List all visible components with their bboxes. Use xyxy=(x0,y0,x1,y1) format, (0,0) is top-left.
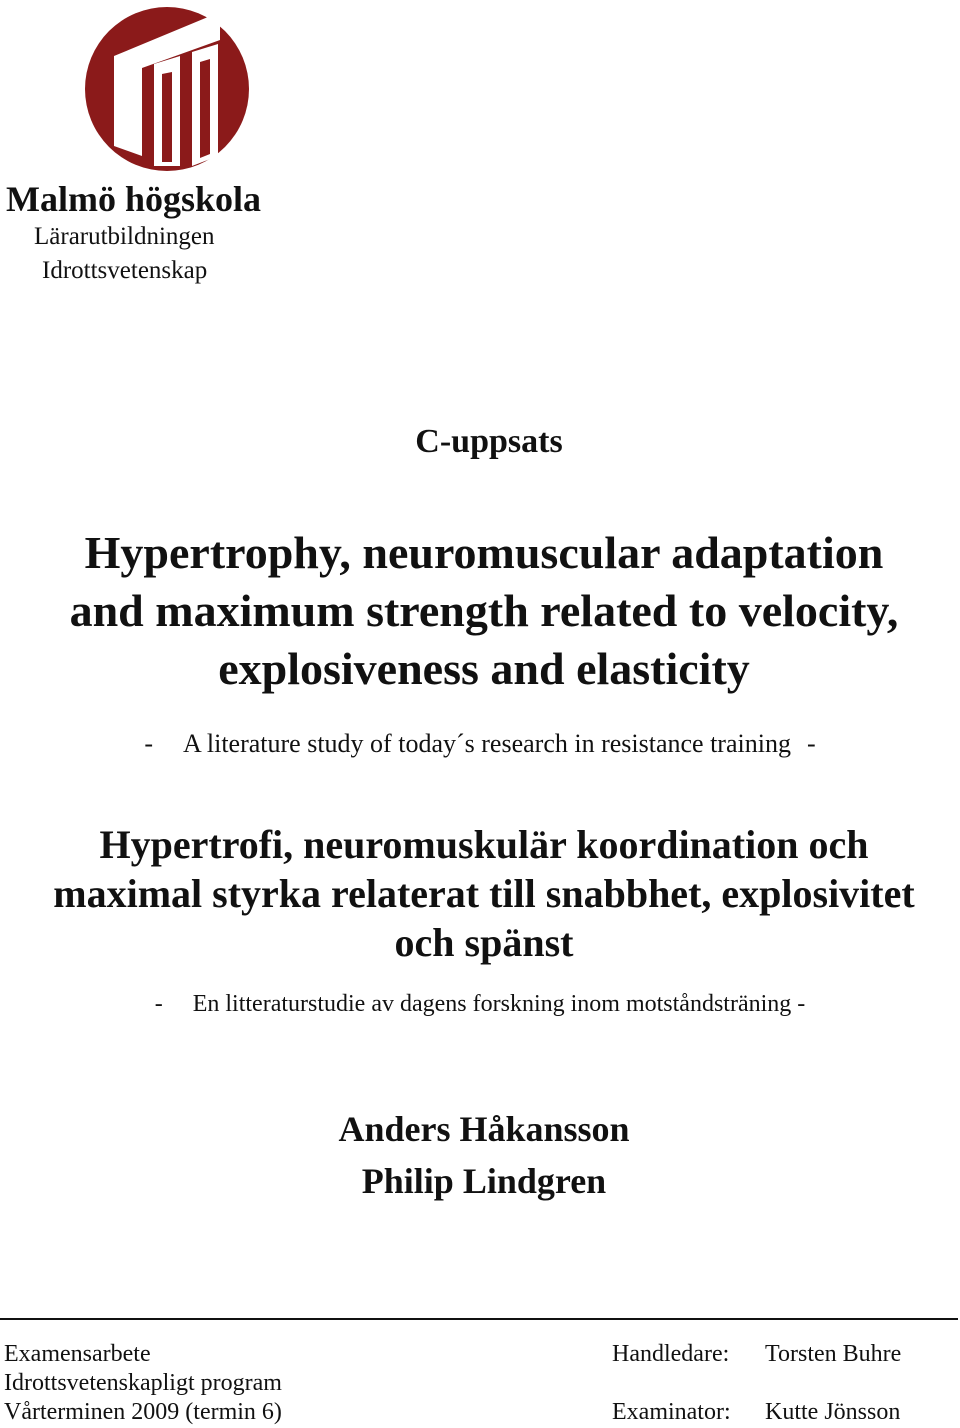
subject-name: Idrottsvetenskap xyxy=(42,257,208,284)
supervisor-name: Torsten Buhre xyxy=(765,1341,902,1367)
department-name: Lärarutbildningen xyxy=(34,223,215,250)
title-english-line: and maximum strength related to velocity, xyxy=(69,585,899,636)
title-swedish-line: Hypertrofi, neuromuskulär koordination och xyxy=(99,822,869,867)
author-name: Anders Håkansson xyxy=(338,1109,630,1149)
title-english-line: Hypertrophy, neuromuscular adaptation xyxy=(84,527,884,578)
examiner-label: Examinator: xyxy=(612,1399,731,1425)
subtitle-dash-right: - xyxy=(806,729,816,758)
subtitle-swedish-text: En litteraturstudie av dagens forskning inom motståndsträning xyxy=(192,991,792,1017)
subtitle-dash-left: - xyxy=(144,729,154,758)
title-swedish xyxy=(0,820,960,967)
malmo-hogskola-logo xyxy=(84,6,250,172)
title-swedish-line: och spänst xyxy=(394,920,574,965)
subtitle-english-text: A literature study of today´s research in resistance training xyxy=(183,729,791,758)
title-english xyxy=(0,524,960,698)
supervisor-label: Handledare: xyxy=(612,1341,730,1367)
examiner-name: Kutte Jönsson xyxy=(765,1399,901,1425)
footer-divider xyxy=(0,1318,958,1320)
footer-thesis-type: Examensarbete xyxy=(4,1341,151,1367)
footer-term: Vårterminen 2009 (termin 6) xyxy=(4,1399,282,1425)
subtitle-swedish xyxy=(0,988,960,1020)
subtitle-dash-right: - xyxy=(797,991,806,1017)
subtitle-dash-left: - xyxy=(154,991,163,1017)
subtitle-english xyxy=(0,727,960,761)
document-type: C-uppsats xyxy=(415,423,563,460)
title-english-line: explosiveness and elasticity xyxy=(218,643,750,694)
footer-program: Idrottsvetenskapligt program xyxy=(4,1370,282,1396)
author-name: Philip Lindgren xyxy=(361,1161,607,1201)
title-swedish-line: maximal styrka relaterat till snabbhet, explosivitet xyxy=(53,871,915,916)
institution-name: Malmö högskola xyxy=(6,179,262,219)
